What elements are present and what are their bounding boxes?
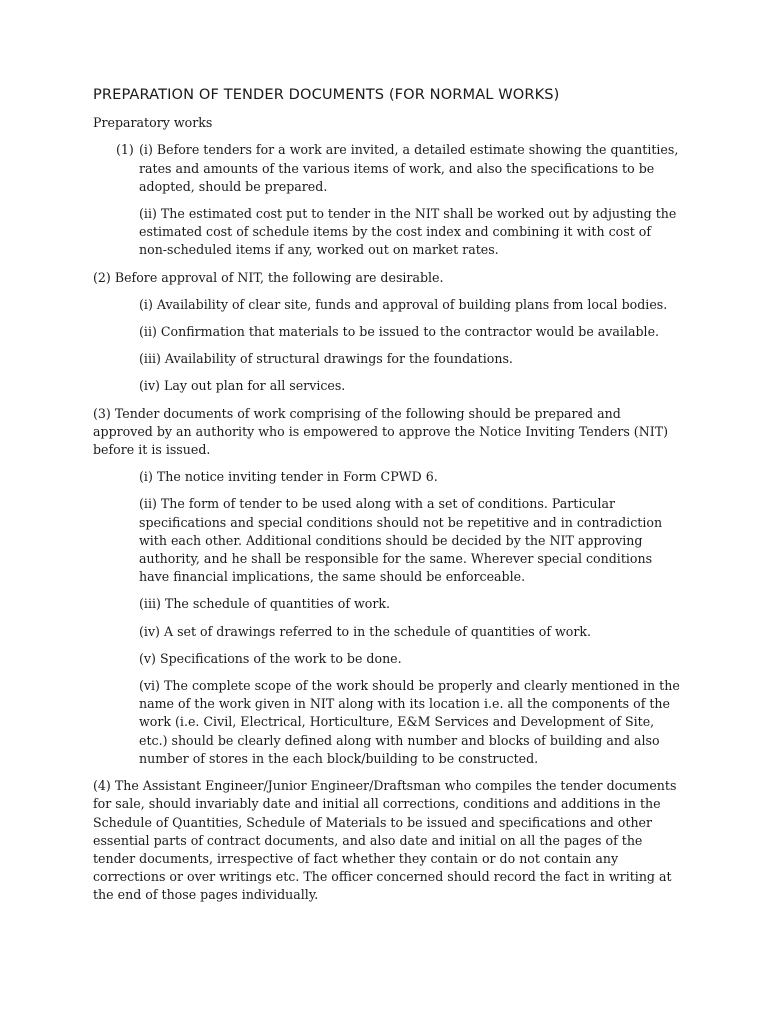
section-3-item: (ii) The form of tender to be used along with a set of conditions. Particular specifications and special conditions should not be repetitive and in contradiction with each other. Additional conditions should be decided by the NIT approving authority, and he shall be responsible for the same. Wherever special conditions have financial implications, the same should be enforceable. [139, 496, 663, 585]
section-3-item: (iii) The schedule of quantities of work. [139, 596, 391, 612]
section-2-item: (iii) Availability of structural drawings for the foundations. [139, 351, 513, 367]
section-1-number: (1) [116, 142, 134, 158]
document-title: PREPARATION OF TENDER DOCUMENTS (FOR NORMAL WORKS) [93, 86, 560, 103]
section-3-item: (i) The notice inviting tender in Form CPWD 6. [139, 469, 438, 485]
section-4-text: (4) The Assistant Engineer/Junior Engineer/Draftsman who compiles the tender documents for sale, should invariably date and initial all corrections, conditions and additions in the Schedule of Quantities, Schedule of Materials to be issued and specifications and other essential parts of contract documents, and also date and initial on all the pages of the tender documents, irrespective of fact whether they contain or do not contain any corrections or over writings etc. The officer concerned should record the fact in writing at the end of those pages individually. [93, 778, 677, 903]
document-page [93, 86, 683, 914]
section-3-heading: (3) Tender documents of work comprising of the following should be prepared and approved by an authority who is empowered to approve the Notice Inviting Tenders (NIT) before it is issued. [93, 405, 669, 458]
section-3-item: (iv) A set of drawings referred to in the schedule of quantities of work. [139, 623, 592, 639]
section-2-heading: (2) Before approval of NIT, the following are desirable. [93, 269, 444, 285]
section-2-item: (i) Availability of clear site, funds and approval of building plans from local bodies. [139, 296, 668, 312]
section-2-item: (ii) Confirmation that materials to be issued to the contractor would be available. [139, 324, 660, 340]
section-3-item: (vi) The complete scope of the work should be properly and clearly mentioned in the name of the work given in NIT along with its location i.e. all the components of the work (i.e. Civil, Electrical, Horticulture, E&M Services and Development of Site, etc.) should be clearly defined along with number and blocks of building and also number of stores in the each block/building to be constructed. [139, 678, 680, 766]
section-1 [116, 141, 683, 196]
section-1-item-i: (i) Before tenders for a work are invited, a detailed estimate showing the quantities, rates and amounts of the various items of work, and also the specifications to be adopted, should be prepared. [139, 142, 679, 194]
section-2-item: (iv) Lay out plan for all services. [139, 378, 346, 394]
document-subtitle: Preparatory works [93, 115, 213, 131]
section-3-item: (v) Specifications of the work to be done. [139, 650, 402, 666]
section-1-item-ii: (ii) The estimated cost put to tender in the NIT shall be worked out by adjusting the estimated cost of schedule items by the cost index and combining it with cost of non-scheduled items if any, worked out on market rates. [139, 206, 677, 258]
